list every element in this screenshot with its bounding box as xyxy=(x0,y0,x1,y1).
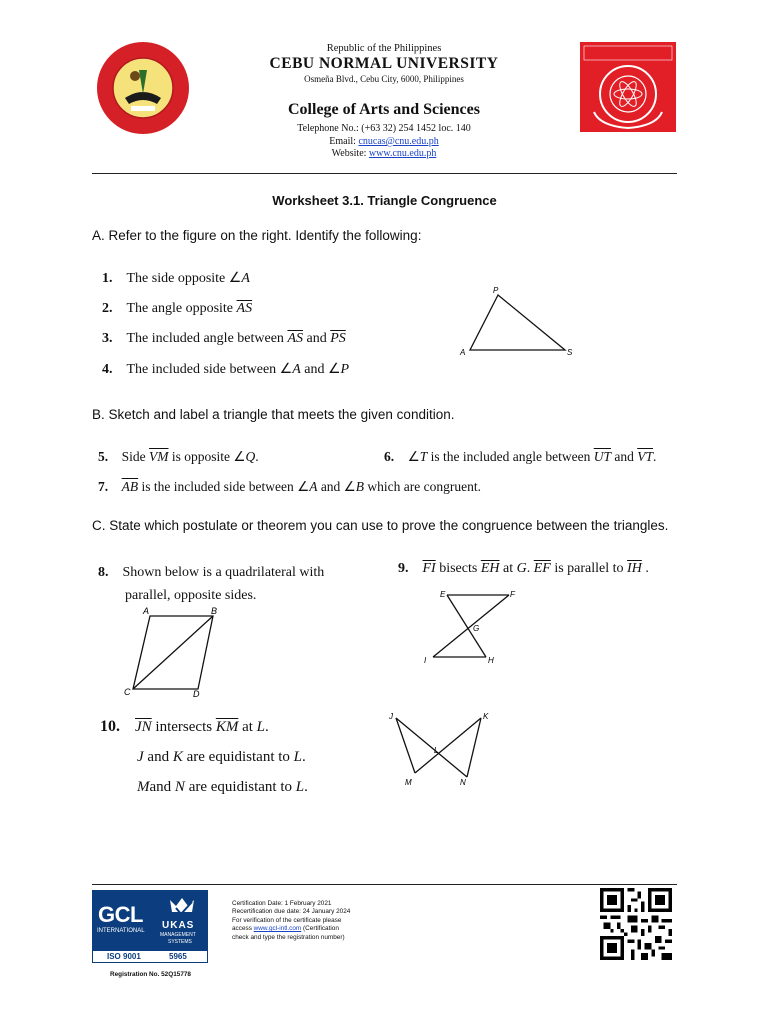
international-text: INTERNATIONAL xyxy=(97,928,145,934)
email-link[interactable]: cnucas@cnu.edu.ph xyxy=(358,136,439,147)
university-name: CEBU NORMAL UNIVERSITY xyxy=(269,55,499,72)
verify-line-1: For verification of the certificate please xyxy=(232,916,342,924)
label-n: N xyxy=(460,778,466,787)
website-line: Website: www.cnu.edu.ph xyxy=(331,148,437,159)
section-c-heading: C. State which postulate or theorem you can use to prove the congruence between the triangles. xyxy=(92,518,669,533)
label-g: G xyxy=(473,624,480,633)
qr-code-icon[interactable] xyxy=(598,888,674,960)
label-a: A xyxy=(460,348,466,357)
bisect-efgih-figure xyxy=(420,585,520,670)
college-seal-logo xyxy=(580,42,676,132)
republic-line: Republic of the Philippines xyxy=(326,43,442,54)
item-8: 8. Shown below is a quadrilateral with parallel, opposite sides. xyxy=(98,565,325,603)
label-k: K xyxy=(483,712,489,721)
university-seal-logo xyxy=(95,40,191,136)
registration-number: Registration No. 52Q15778 xyxy=(110,971,191,978)
label-f: F xyxy=(510,590,515,599)
label-e: E xyxy=(440,590,446,599)
crown-tick-icon xyxy=(162,896,202,918)
label-m: M xyxy=(405,778,412,787)
label-s: S xyxy=(567,348,573,357)
label-h: H xyxy=(488,656,494,665)
recert-date: Recertification due date: 24 January 2024 xyxy=(232,908,351,916)
footer-divider xyxy=(92,884,677,885)
gcl-website-link[interactable]: www.gcl-intl.com xyxy=(253,925,302,933)
label-a: A xyxy=(143,606,150,616)
iso-number: 5965 xyxy=(169,952,187,961)
label-p: P xyxy=(493,286,499,295)
item-2: 2. The angle opposite $\overline{AS}$ xyxy=(102,301,253,316)
label-d: D xyxy=(193,689,200,699)
item-10: 10. $\overline{JN}$ intersects $\overline{KM}$ at L. J and K are equidistant to L. Mand N are equidistant to L. xyxy=(100,718,308,795)
systems-text: SYSTEMS xyxy=(168,939,192,945)
item-4: 4. The included side between ∠A and ∠P xyxy=(102,362,350,377)
item-1: 1. The side opposite ∠A xyxy=(102,271,250,286)
label-i: I xyxy=(424,656,427,665)
management-text: MANAGEMENT xyxy=(160,932,196,938)
iso-strip xyxy=(92,950,208,963)
item-3: 3. The included angle between $\overline{AS}$ and $\overline{PS}$ xyxy=(102,331,346,346)
telephone-line: Telephone No.: (+63 32) 254 1452 loc. 140 xyxy=(297,123,471,134)
section-a-heading: A. Refer to the figure on the right. Identify the following: xyxy=(92,228,422,243)
triangle-pas-figure xyxy=(455,283,585,363)
worksheet-title: Worksheet 3.1. Triangle Congruence xyxy=(272,193,497,208)
label-j: J xyxy=(389,712,393,721)
label-c: C xyxy=(124,687,131,697)
verify-line-3: check and type the registration number) xyxy=(232,933,345,941)
item-5: 5. Side $\overline{VM}$ is opposite ∠Q. xyxy=(98,449,259,464)
gcl-text: GCL xyxy=(98,902,143,927)
cert-date: Certification Date: 1 February 2021 xyxy=(232,900,332,907)
item-7: 7. $\overline{AB}$ is the included side between ∠A and ∠B which are congruent. xyxy=(98,479,481,494)
iso-text: ISO 9001 xyxy=(107,952,141,961)
ukas-text: UKAS xyxy=(162,920,195,931)
bowtie-jklmn-figure xyxy=(380,707,500,792)
certification-details: Certification Date: 1 February 2021 Recertification due date: 24 January 2024 For verification of the certificate please access www.gcl-intl.com (Certification check and type the registration number) xyxy=(232,900,351,941)
college-name: College of Arts and Sciences xyxy=(288,101,480,118)
section-b-heading: B. Sketch and label a triangle that meets the given condition. xyxy=(92,407,455,422)
email-line: Email: cnucas@cnu.edu.ph xyxy=(329,136,439,147)
item-9: 9. $\overline{FI}$ bisects $\overline{EH}$ at G. $\overline{EF}$ is parallel to $\overline{IH}$ . xyxy=(398,561,649,576)
university-address: Osmeña Blvd., Cebu City, 6000, Philippines xyxy=(304,74,464,84)
label-b: B xyxy=(211,606,218,616)
header-divider xyxy=(92,173,677,174)
item-6: 6. ∠T is the included angle between $\overline{UT}$ and $\overline{VT}$. xyxy=(384,449,657,464)
label-l: L xyxy=(434,746,439,755)
parallelogram-abcd-figure xyxy=(120,603,230,703)
website-link[interactable]: www.cnu.edu.ph xyxy=(368,148,437,159)
